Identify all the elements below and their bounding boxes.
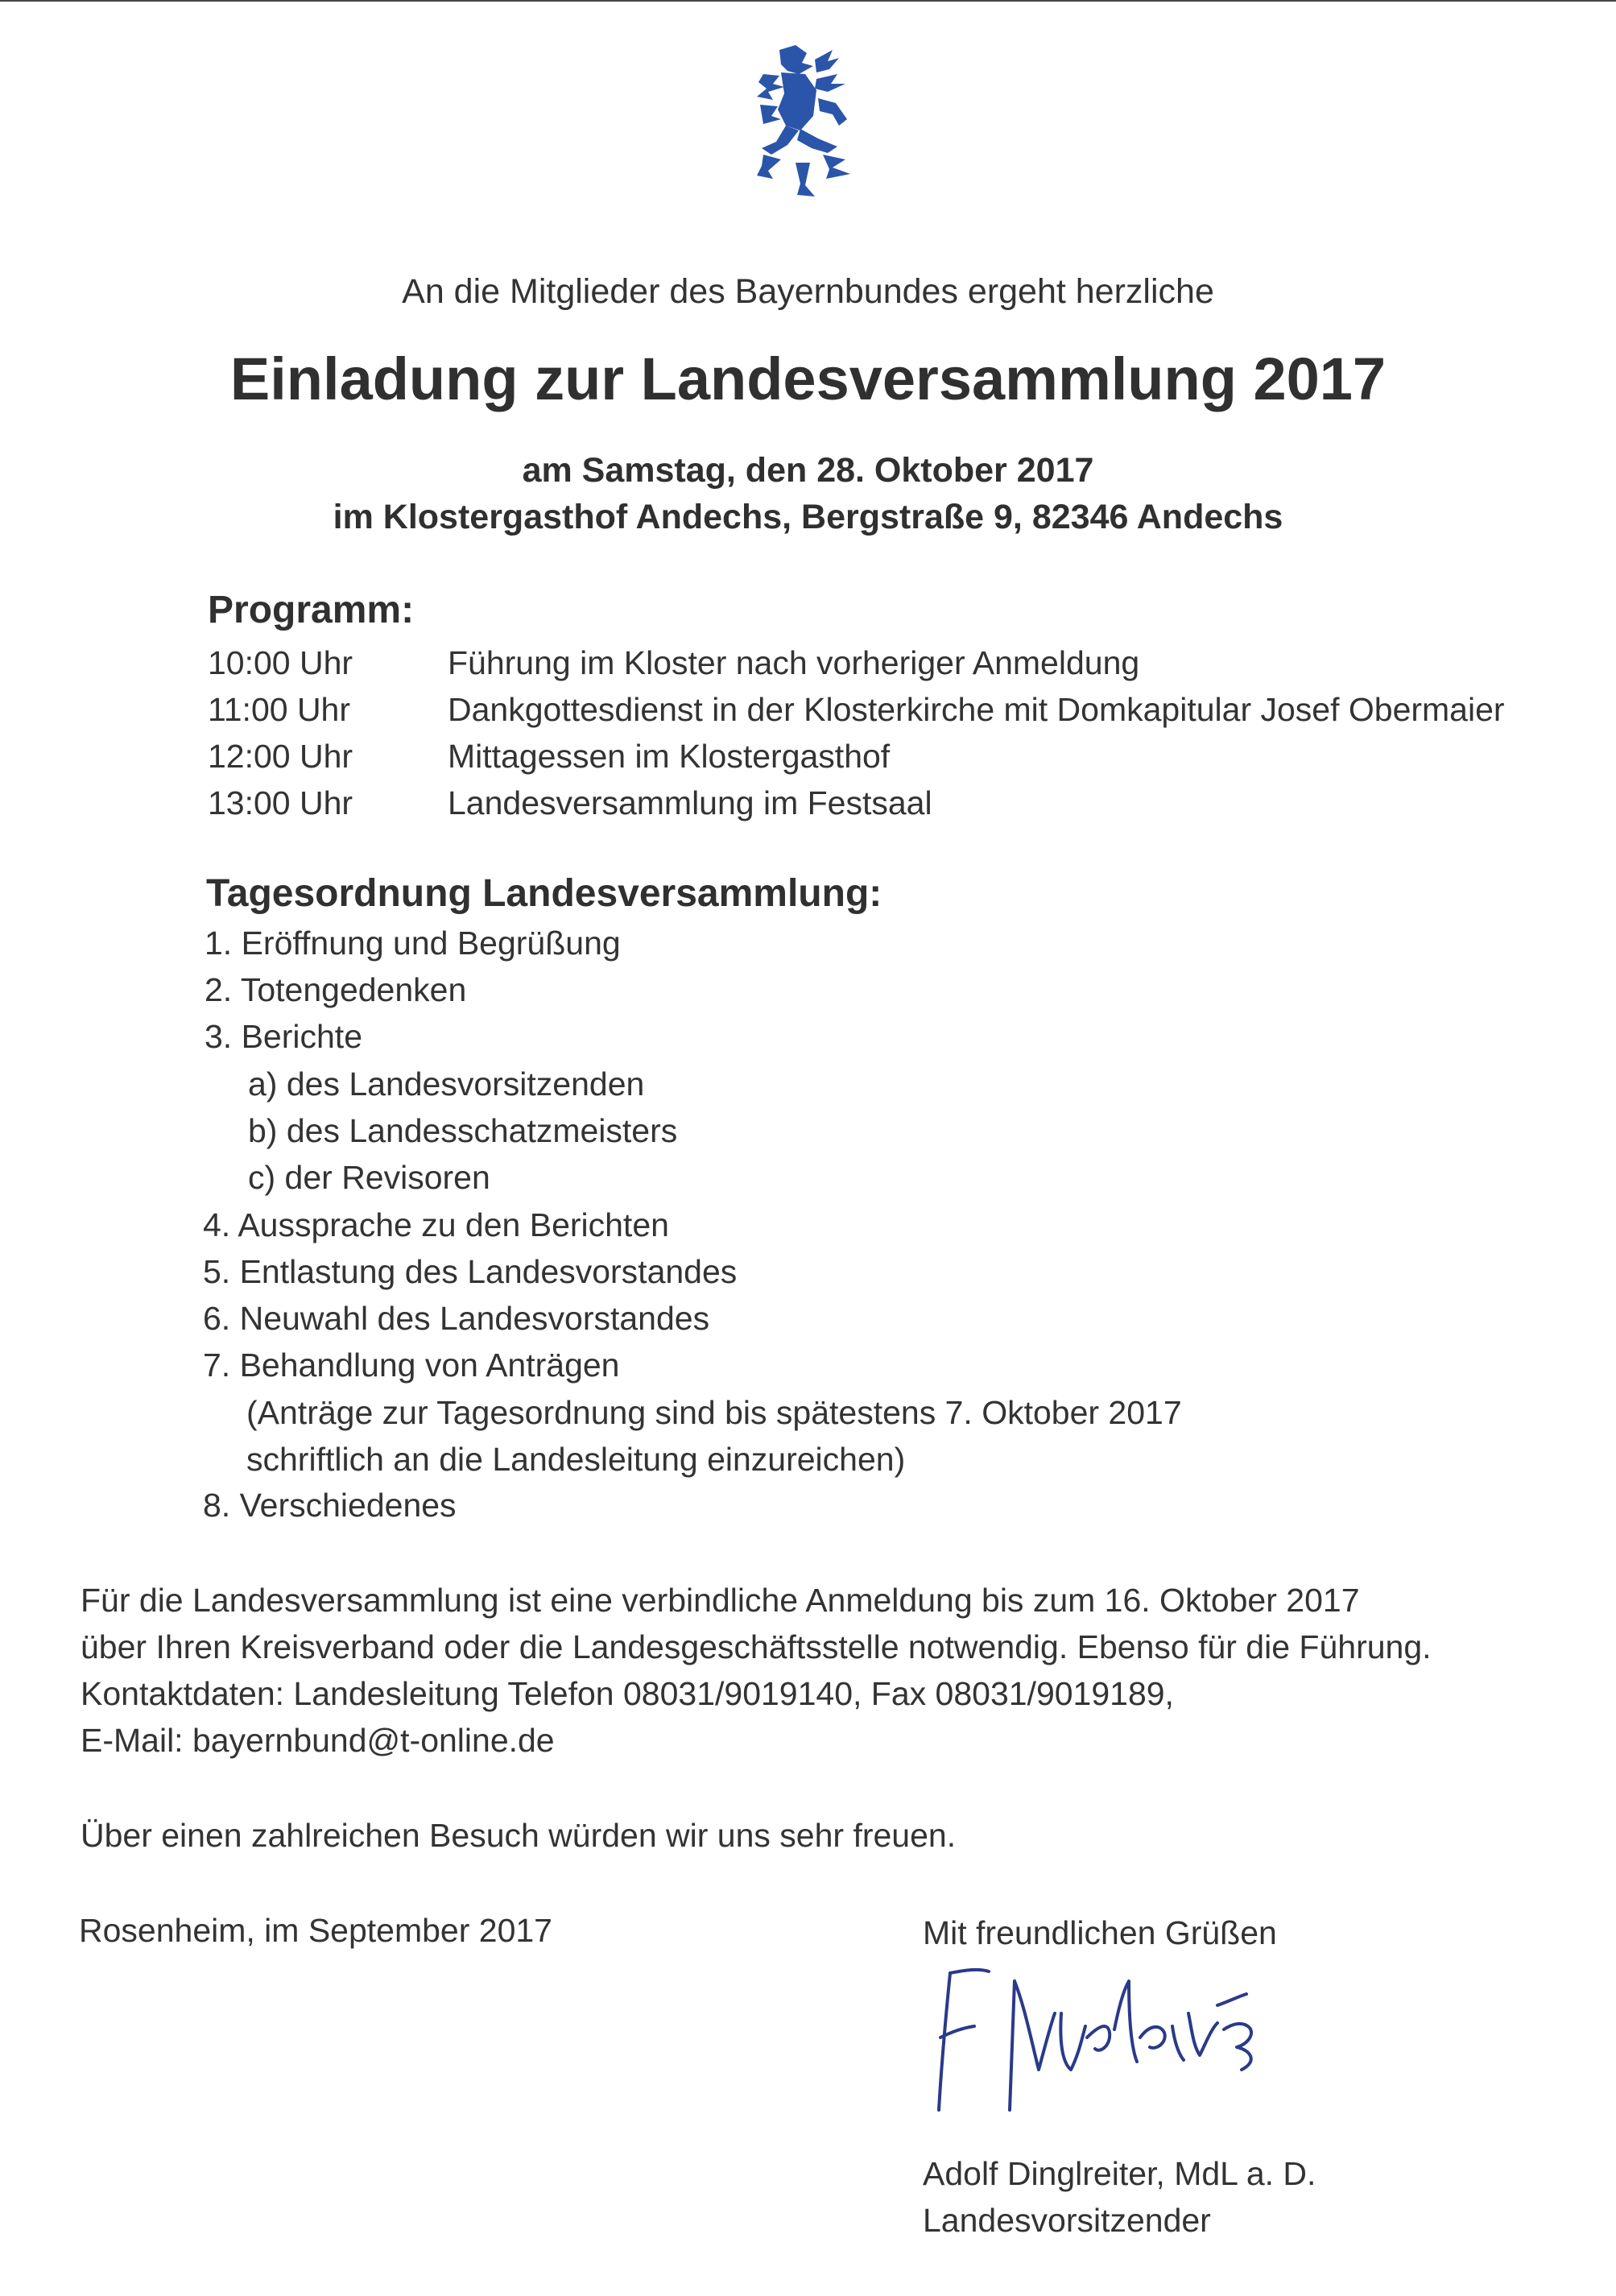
agenda-item: 1. Eröffnung und Begrüßung — [205, 925, 621, 962]
program-activity: Landesversammlung im Festsaal — [448, 784, 932, 821]
program-time: 13:00 Uhr — [208, 784, 353, 821]
agenda-item: 2. Totengedenken — [205, 971, 467, 1008]
program-time: 11:00 Uhr — [208, 691, 351, 728]
bavarian-lion-icon — [749, 42, 862, 203]
place-date: Rosenheim, im September 2017 — [79, 1912, 552, 1949]
event-date: am Samstag, den 28. Oktober 2017 — [522, 451, 1094, 490]
agenda-note: schriftlich an die Landesleitung einzureichen) — [246, 1441, 906, 1478]
program-heading: Programm: — [208, 589, 415, 631]
program-activity: Mittagessen im Klostergasthof — [448, 738, 891, 775]
agenda-note: (Anträge zur Tagesordnung sind bis spätestens 7. Oktober 2017 — [246, 1394, 1182, 1431]
program-activity: Führung im Kloster nach vorheriger Anmeldung — [448, 644, 1140, 681]
agenda-item: 3. Berichte — [205, 1018, 362, 1055]
notice-line: Für die Landesversammlung ist eine verbindliche Anmeldung bis zum 16. Oktober 2017 — [81, 1582, 1360, 1619]
agenda-subitem: c) der Revisoren — [248, 1159, 490, 1196]
agenda-item: 8. Verschiedenes — [203, 1487, 457, 1524]
event-location: im Klostergasthof Andechs, Bergstraße 9, 82346 Andechs — [333, 498, 1283, 536]
top-border-line — [0, 0, 1616, 2]
contact-email: E-Mail: bayernbund@t-online.de — [81, 1722, 555, 1759]
notice-line: über Ihren Kreisverband oder die Landesgeschäftsstelle notwendig. Ebenso für die Führung. — [81, 1628, 1432, 1665]
notice-line: Kontaktdaten: Landesleitung Telefon 08031/9019140, Fax 08031/9019189, — [81, 1675, 1174, 1712]
program-time: 10:00 Uhr — [208, 644, 353, 681]
agenda-item: 7. Behandlung von Anträgen — [203, 1347, 620, 1384]
agenda-item: 5. Entlastung des Landesvorstandes — [203, 1253, 738, 1290]
agenda-heading: Tagesordnung Landesversammlung: — [206, 872, 882, 915]
handwritten-signature — [918, 1949, 1288, 2142]
document-title: Einladung zur Landesversammlung 2017 — [229, 345, 1387, 412]
agenda-item: 4. Aussprache zu den Berichten — [203, 1206, 669, 1243]
agenda-subitem: b) des Landesschatzmeisters — [248, 1112, 678, 1149]
program-time: 12:00 Uhr — [208, 738, 353, 775]
closing-line: Über einen zahlreichen Besuch würden wir uns sehr freuen. — [81, 1817, 957, 1854]
program-activity: Dankgottesdienst in der Klosterkirche mit Domkapitular Josef Obermaier — [448, 691, 1505, 728]
intro-line: An die Mitglieder des Bayernbundes ergeht herzliche — [402, 272, 1214, 311]
agenda-subitem: a) des Landesvorsitzenden — [248, 1065, 645, 1102]
agenda-item: 6. Neuwahl des Landesvorstandes — [203, 1300, 710, 1337]
signer-role: Landesvorsitzender — [923, 2202, 1211, 2239]
greeting: Mit freundlichen Grüßen — [923, 1914, 1277, 1951]
signer-name: Adolf Dinglreiter, MdL a. D. — [923, 2155, 1316, 2192]
